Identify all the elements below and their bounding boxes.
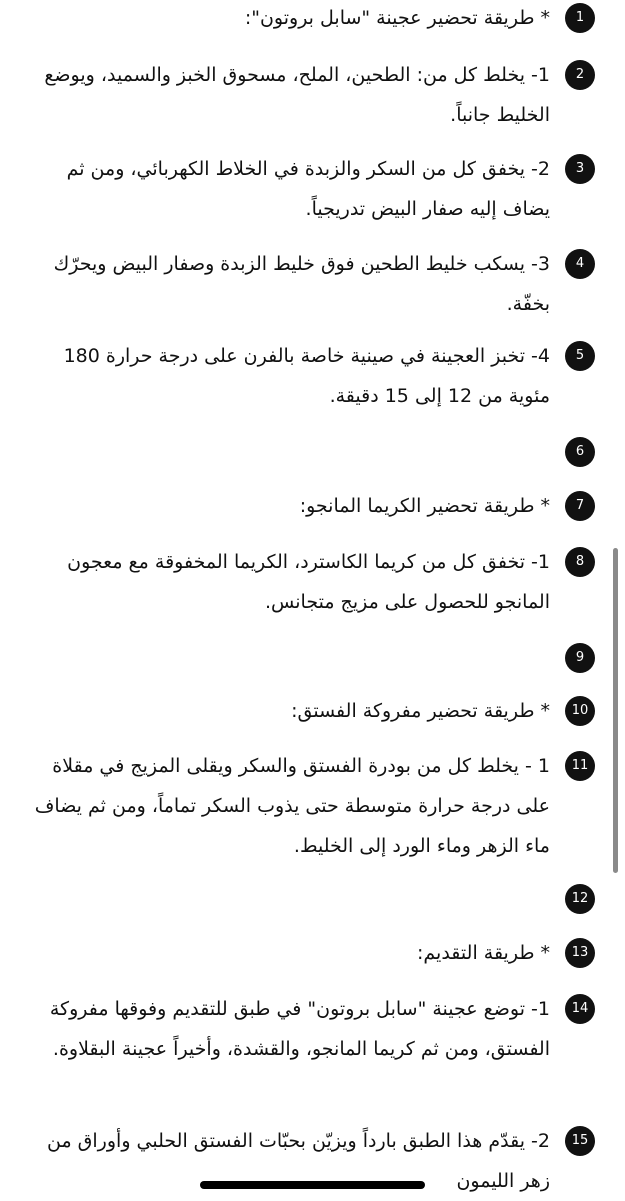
line-number: 1 [565, 3, 595, 33]
line-text: * طريقة تحضير عجينة "سابل بروتون": [244, 7, 550, 29]
vertical-scrollbar[interactable] [613, 548, 618, 873]
line-text: * طريقة تحضير الكريما المانجو: [299, 495, 550, 517]
line-number: 12 [565, 884, 595, 914]
home-indicator[interactable] [200, 1181, 425, 1189]
line-number: 6 [565, 437, 595, 467]
line-text: 2- يخفق كل من السكر والزبدة في الخلاط الكهربائي، ومن ثم يضاف إليه صفار البيض تدريجياً. [66, 158, 550, 220]
line-number: 8 [565, 547, 595, 577]
line-text: 2- يقدّم هذا الطبق بارداً ويزيّن بحبّات الفستق الحلبي وأوراق من زهر الليمون [46, 1130, 550, 1192]
line-text: 1- توضع عجينة "سابل بروتون" في طبق للتقديم وفوقها مفروكة الفستق، ومن ثم كريما المانجو، والقشدة، وأخيراً عجينة البقلاوة. [49, 998, 550, 1060]
line-number: 14 [565, 994, 595, 1024]
line-number: 7 [565, 491, 595, 521]
line-number: 15 [565, 1126, 595, 1156]
line-text: 1- تخفق كل من كريما الكاسترد، الكريما المخفوقة مع معجون المانجو للحصول على مزيج متجانس. [67, 551, 550, 613]
line-number: 11 [565, 751, 595, 781]
line-number: 3 [565, 154, 595, 184]
line-number: 4 [565, 249, 595, 279]
line-text: 1 - يخلط كل من بودرة الفستق والسكر ويقلى المزيج في مقلاة على درجة حرارة متوسطة حتى يذوب السكر تماماً، ومن ثم يضاف ماء الزهر وماء الورد إلى الخليط. [34, 755, 550, 857]
line-number: 10 [565, 696, 595, 726]
line-number: 13 [565, 938, 595, 968]
line-number: 2 [565, 60, 595, 90]
line-text: * طريقة التقديم: [417, 942, 550, 964]
line-number: 5 [565, 341, 595, 371]
line-text: 1- يخلط كل من: الطحين، الملح، مسحوق الخبز والسميد، ويوضع الخليط جانباً. [44, 64, 550, 126]
line-text: 3- يسكب خليط الطحين فوق خليط الزبدة وصفار البيض ويحرّك بخفّة. [53, 253, 550, 315]
line-text: 4- تخبز العجينة في صينية خاصة بالفرن على درجة حرارة 180 مئوية من 12 إلى 15 دقيقة. [63, 345, 550, 407]
line-text: * طريقة تحضير مفروكة الفستق: [291, 700, 550, 722]
line-number: 9 [565, 643, 595, 673]
